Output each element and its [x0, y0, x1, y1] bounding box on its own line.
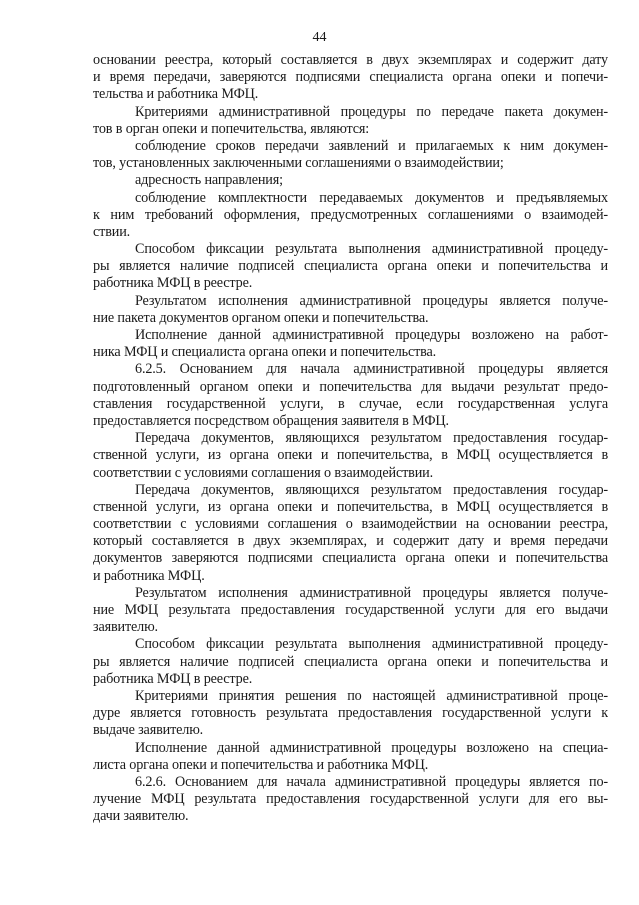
text-line: работника МФЦ в реестре.	[93, 670, 253, 687]
text-line: ственной услуги, из органа опеки и попечительства, в МФЦ осуществляется в	[93, 447, 608, 464]
text-line: Способом фиксации результата выполнения административной процеду-	[135, 241, 608, 258]
text-line: ние пакета документов органом опеки и попечительства.	[93, 309, 429, 326]
paragraph	[93, 585, 608, 637]
paragraph	[93, 190, 608, 242]
text-line: ры является наличие подписей специалиста органа опеки и попечительства и	[93, 653, 608, 670]
paragraph	[93, 482, 608, 585]
page-number: 44	[312, 30, 327, 45]
text-line: 6.2.5. Основанием для начала административной процедуры является	[135, 361, 608, 378]
text-line: лучение МФЦ результата предоставления государственной услуги для его вы-	[93, 791, 608, 808]
text-line: основании реестра, который составляется в двух экземплярах и содержит дату	[93, 52, 608, 68]
text-line: подготовленный органом опеки и попечительства для выдачи результат предо-	[93, 378, 608, 395]
text-line: ние МФЦ результата предоставления государственной услуги для его выдачи	[93, 602, 608, 618]
paragraph	[93, 740, 608, 774]
text-line: ника МФЦ и специалиста органа опеки и попечительства.	[93, 344, 437, 361]
text-line: работника МФЦ в реестре.	[93, 275, 253, 292]
text-line: ставления государственной услуги, в случае, если государственная услуга	[93, 395, 608, 412]
paragraph	[93, 327, 608, 361]
text-line: соблюдение сроков передачи заявлений и прилагаемых к ним докумен-	[135, 137, 608, 154]
text-line: и работника МФЦ.	[93, 567, 205, 584]
text-line: тов, установленных заключенными соглашениями о взаимодействии;	[93, 155, 504, 172]
paragraph	[93, 430, 608, 482]
paragraph	[93, 636, 608, 688]
paragraph	[93, 774, 608, 826]
text-line: предоставляется посредством обращения заявителя в МФЦ.	[93, 412, 449, 429]
text-line: Способом фиксации результата выполнения административной процеду-	[135, 636, 608, 653]
text-line: выдаче заявителю.	[93, 722, 204, 739]
text-line: Критериями административной процедуры по передаче пакета докумен-	[135, 103, 608, 120]
text-line: Критериями принятия решения по настоящей административной проце-	[135, 687, 608, 704]
text-line: Результатом исполнения административной процедуры является получе-	[135, 292, 608, 309]
text-line: соответствии с условиями соглашения о взаимодействии на основании реестра,	[93, 516, 608, 533]
text-line: Передача документов, являющихся результатом предоставления государ-	[135, 430, 608, 447]
text-line: тов в орган опеки и попечительства, являются:	[93, 120, 370, 137]
text-line: соблюдение комплектности передаваемых документов и предъявляемых	[135, 189, 608, 206]
paragraph	[93, 138, 608, 172]
text-line: и время передачи, заверяются подписями специалиста органа опеки и попечи-	[93, 69, 608, 86]
paragraph	[93, 293, 608, 327]
paragraph	[93, 241, 608, 293]
text-line: Исполнение данной административной процедуры возложено на специа-	[135, 739, 608, 756]
text-line: ры является наличие подписей специалиста органа опеки и попечительства и	[93, 258, 608, 275]
text-line: заявителю.	[93, 619, 158, 636]
paragraph	[93, 688, 608, 740]
text-line: Исполнение данной административной процедуры возложено на работ-	[135, 327, 608, 343]
paragraph	[93, 104, 608, 138]
text-line: документов заверяются подписями специалиста органа опеки и попечительства	[93, 550, 608, 567]
text-line: дачи заявителю.	[93, 808, 189, 825]
text-line: Передача документов, являющихся результатом предоставления государ-	[135, 481, 608, 498]
text-line: адресность направления;	[135, 172, 283, 189]
paragraph	[93, 361, 608, 430]
text-line: соответствии с условиями соглашения о взаимодействии.	[93, 464, 433, 481]
text-line: который составляется в двух экземплярах, и содержит дату и время передачи	[93, 533, 608, 550]
text-line: дуре является готовность результата предоставления государственной услуги к	[93, 705, 608, 722]
text-line: Результатом исполнения административной процедуры является получе-	[135, 584, 608, 601]
paragraph	[93, 172, 608, 189]
document-body	[93, 52, 608, 825]
text-line: 6.2.6. Основанием для начала административной процедуры является по-	[135, 773, 608, 790]
text-line: тельства и работника МФЦ.	[93, 86, 259, 103]
text-line: ствии.	[93, 223, 131, 240]
paragraph	[93, 52, 608, 104]
text-line: листа органа опеки и попечительства и работника МФЦ.	[93, 756, 429, 773]
text-line: к ним требований оформления, предусмотренных соглашениями о взаимодей-	[93, 206, 608, 223]
text-line: ственной услуги, из органа опеки и попечительства, в МФЦ осуществляется в	[93, 498, 608, 515]
